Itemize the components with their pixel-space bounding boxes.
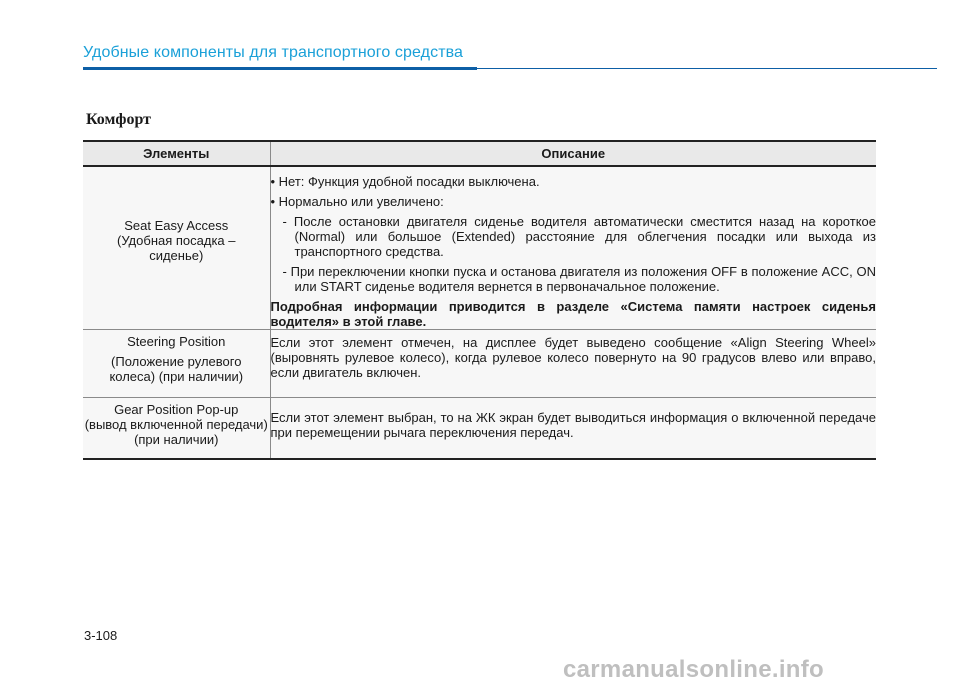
description-cell xyxy=(270,330,876,398)
description-cell xyxy=(270,398,876,459)
element-translation: (вывод включенной передачи) (при наличии) xyxy=(84,417,268,447)
description-text: Если этот элемент отмечен, на дисплее будет выведено сообщение «Align Steering Wheel» (выровнять рулевое колесо), когда рулевое колесо повернуто на 90 градусов влево или вправо, если двигатель включен. xyxy=(270,335,876,380)
table-row xyxy=(83,166,876,330)
page-number: 3-108 xyxy=(84,628,118,643)
element-name: Steering Position xyxy=(127,334,226,349)
table-row xyxy=(83,330,876,398)
list-subitem: - После остановки двигателя сиденье водителя автоматически сместится назад на короткое (Normal) или большое (Extended) расстояние для облегчения посадки или выхода из транспортного средства. xyxy=(282,214,876,259)
description-cell xyxy=(270,166,876,330)
watermark: carmanualsonline.info xyxy=(563,656,825,683)
element-translation: (Удобная посадка – xyxy=(116,232,236,248)
column-header-elements: Элементы xyxy=(83,141,270,166)
section-title: Удобные компоненты для транспортного средства xyxy=(83,44,464,61)
list-item: • Нет: Функция удобной посадки выключена. xyxy=(270,174,540,189)
list-item: • Нормально или увеличено: xyxy=(270,194,444,209)
table-header-row xyxy=(83,141,876,166)
element-name: Seat Easy Access xyxy=(124,217,229,233)
element-translation: сиденье) xyxy=(149,247,204,263)
element-cell xyxy=(83,398,270,459)
description-text: Если этот элемент выбран, то на ЖК экран будет выводиться информация о включенной передаче при перемещении рычага переключения передач. xyxy=(270,410,876,440)
features-table xyxy=(83,140,876,460)
element-translation: (Положение рулевого колеса) (при наличии) xyxy=(109,354,244,384)
element-name: Gear Position Pop-up xyxy=(114,402,239,417)
section-rule-thin xyxy=(477,68,937,69)
reference-note: Подробная информации приводится в разделе «Система памяти настроек сиденья водителя» в этой главе. xyxy=(270,299,876,329)
element-cell xyxy=(83,166,270,330)
section-rule-thick xyxy=(83,67,477,70)
page-heading: Комфорт xyxy=(86,111,152,128)
list-subitem: - При переключении кнопки пуска и останова двигателя из положения OFF в положение ACC, ON или START сиденье водителя вернется в первоначальное положение. xyxy=(282,264,876,294)
table-row xyxy=(83,398,876,459)
element-cell xyxy=(83,330,270,398)
column-header-description: Описание xyxy=(270,141,876,166)
